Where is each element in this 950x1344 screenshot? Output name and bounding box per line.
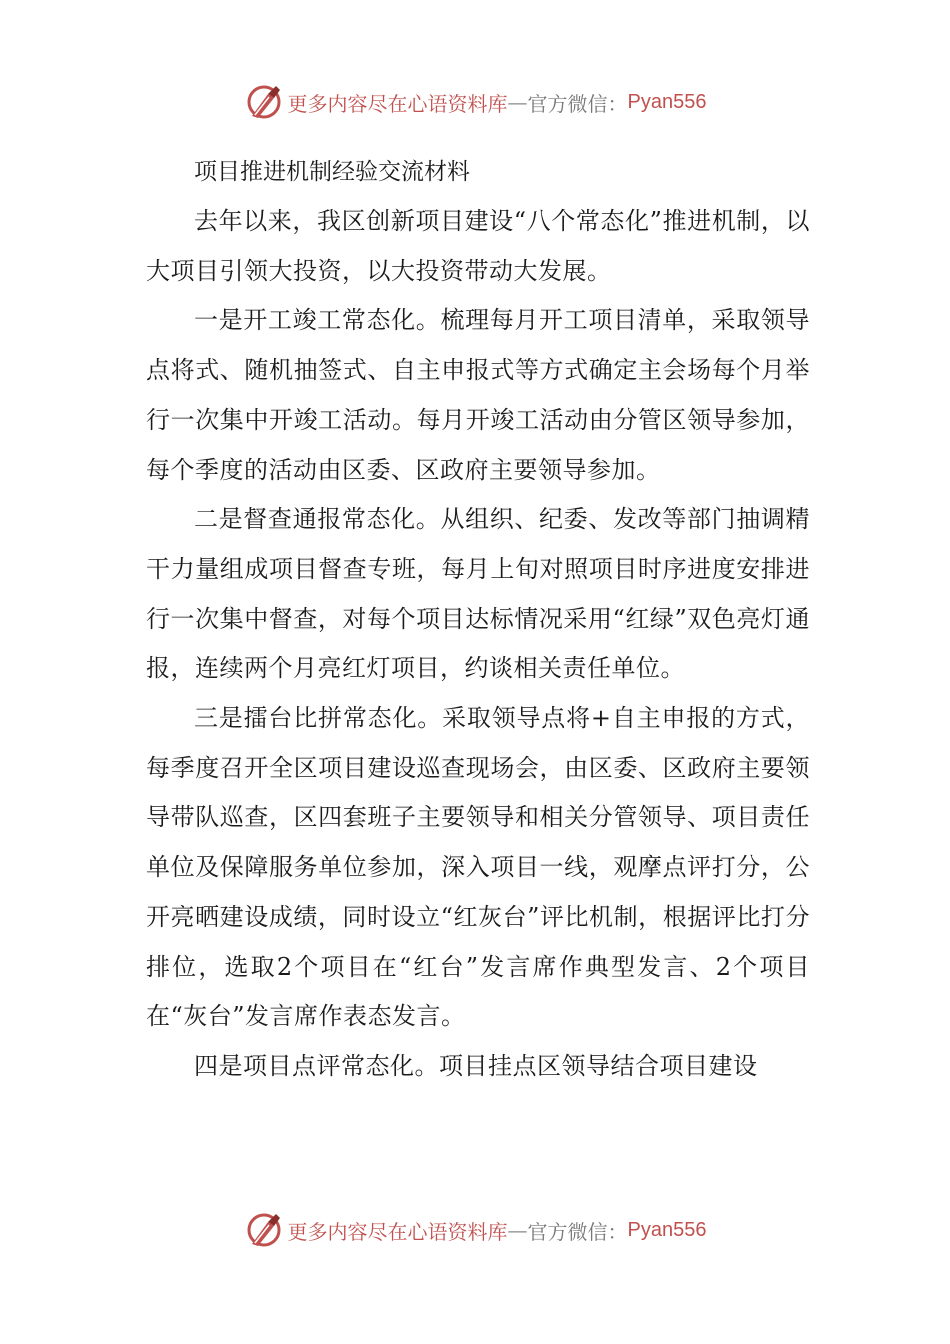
- banner-separator: —: [507, 90, 528, 114]
- paragraph-section-1: 一是开工竣工常态化。梳理每月开工项目清单，采取领导点将式、随机抽签式、自主申报式等方式确定主会场每个月举行一次集中开竣工活动。每月开竣工活动由分管区领导参加，每个季度的活动由区委、区政府主要领导参加。: [146, 306, 810, 484]
- banner-wechat-id: Pyan556: [627, 90, 707, 113]
- banner-wechat-id: Pyan556: [627, 1218, 707, 1241]
- paragraph-section-2: 二是督查通报常态化。从组织、纪委、发改等部门抽调精干力量组成项目督查专班，每月上旬对照项目时序进度安排进行一次集中督查，对每个项目达标情况采用“红绿”双色亮灯通报，连续两个月亮红灯项目，约谈相关责任单位。: [146, 505, 810, 683]
- banner-wechat-label: 官方微信：: [527, 1219, 628, 1244]
- banner-separator: —: [507, 1218, 528, 1242]
- paragraph-section-3: 三是擂台比拼常态化。采取领导点将+自主申报的方式，每季度召开全区项目建设巡查现场会，由区委、区政府主要领导带队巡查，区四套班子主要领导和相关分管领导、项目责任单位及保障服务单位参加，深入项目一线，观摩点评打分，公开亮晒建设成绩，同时设立“红灰台”评比机制，根据评比打分排位，选取2个项目在“红台”发言席作典型发言、2个项目在“灰台”发言席作表态发言。: [146, 704, 810, 1031]
- banner-main-text: 更多内容尽在心语资料库: [287, 91, 508, 116]
- banner-wechat-label: 官方微信：: [527, 91, 628, 116]
- header-watermark-banner: [0, 82, 950, 122]
- footer-watermark-banner: [0, 1210, 950, 1250]
- banner-main-text: 更多内容尽在心语资料库: [287, 1219, 508, 1244]
- pen-nib-logo-icon: [244, 82, 284, 122]
- paragraph-section-4: 四是项目点评常态化。项目挂点区领导结合项目建设: [194, 1051, 758, 1080]
- document-body: [146, 147, 810, 1092]
- document-title: 项目推进机制经验交流材料: [194, 159, 470, 185]
- pen-nib-logo-icon: [244, 1210, 284, 1250]
- paragraph-intro: 去年以来，我区创新项目建设“八个常态化”推进机制，以大项目引领大投资，以大投资带动大发展。: [146, 207, 810, 285]
